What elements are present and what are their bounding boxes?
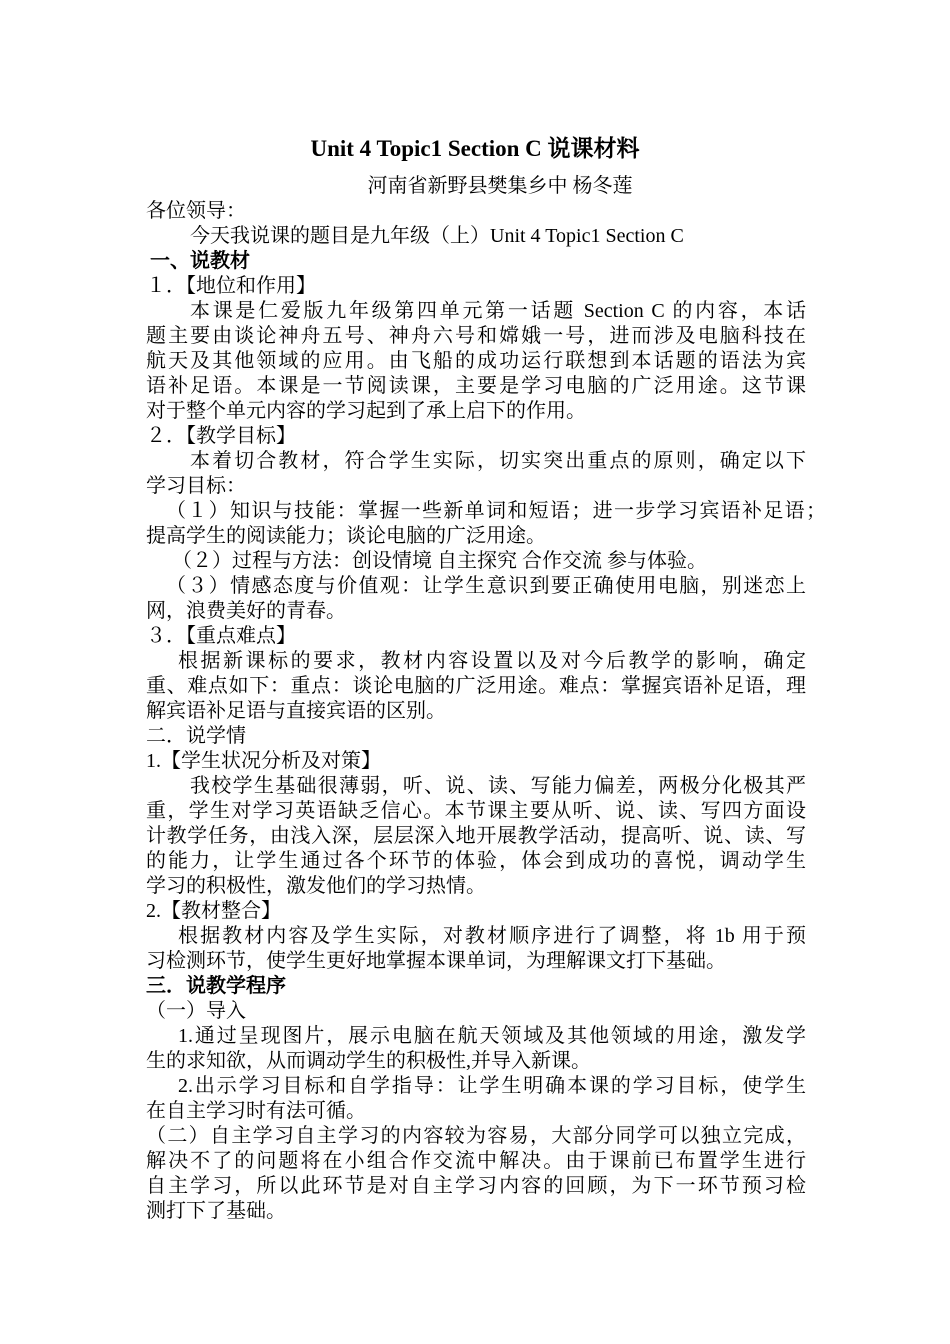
subheading-1-3: ３．【重点难点】 [146,625,296,647]
paragraph-line: 根据教材内容及学生实际，对教材顺序进行了调整，将 1b 用于预 [178,925,806,947]
paragraph-line: 生的求知欲，从而调动学生的积极性,并导入新课。 [146,1050,591,1072]
paragraph-line: 语补足语。本课是一节阅读课，主要是学习电脑的广泛用途。这节课 [146,375,806,397]
paragraph-line: 重、难点如下：重点：谈论电脑的广泛用途。难点：掌握宾语补足语，理 [146,675,806,697]
paragraph-line: 重，学生对学习英语缺乏信心。本节课主要从听、说、读、写四方面设 [146,800,806,822]
paragraph-line: 解宾语补足语与直接宾语的区别。 [146,700,446,722]
paragraph-line: 1.通过呈现图片，展示电脑在航天领域及其他领域的用途，激发学 [178,1025,806,1047]
paragraph-line: 在自主学习时有法可循。 [146,1100,366,1122]
paragraph-line: 2.出示学习目标和自学指导：让学生明确本课的学习目标，使学生 [178,1075,806,1097]
subheading-1-2: ２．【教学目标】 [146,425,296,447]
paragraph-line: 航天及其他领域的应用。由飞船的成功运行联想到本话题的语法为宾 [146,350,806,372]
paragraph-line: 学习目标： [146,475,246,497]
intro-line: 今天我说课的题目是九年级（上）Unit 4 Topic1 Section C [190,225,684,247]
paragraph-line: 我校学生基础很薄弱，听、说、读、写能力偏差，两极分化极其严 [190,775,806,797]
paragraph-line: 网，浪费美好的青春。 [146,600,346,622]
section-heading-3: 三．说教学程序 [146,975,286,997]
paragraph-line: 提高学生的阅读能力；谈论电脑的广泛用途。 [146,525,546,547]
section-heading-1: 一、说教材 [150,250,250,272]
paragraph-line: 的能力，让学生通过各个环节的体验，体会到成功的喜悦，调动学生 [146,850,806,872]
subheading-1-1: １．【地位和作用】 [146,275,316,297]
document-title: Unit 4 Topic1 Section C 说课材料 [310,136,640,161]
paragraph-line: 对于整个单元内容的学习起到了承上启下的作用。 [146,400,586,422]
paragraph-line: 习检测环节，使学生更好地掌握本课单词，为理解课文打下基础。 [146,950,726,972]
subheading-3-2: （二）自主学习自主学习的内容较为容易，大部分同学可以独立完成， [146,1125,806,1147]
paragraph-line: 测打下了基础。 [146,1200,286,1222]
paragraph-line: （２）过程与方法：创设情境 自主探究 合作交流 参与体验。 [172,550,707,572]
section-heading-2: 二．说学情 [146,725,246,747]
paragraph-line: 本课是仁爱版九年级第四单元第一话题 Section C 的内容，本话 [190,300,806,322]
paragraph-line: 本着切合教材，符合学生实际，切实突出重点的原则，确定以下 [190,450,806,472]
paragraph-line: （１）知识与技能：掌握一些新单词和短语；进一步学习宾语补足语； [166,500,826,522]
subheading-2-1: 1.【学生状况分析及对策】 [146,750,381,772]
subheading-3-1: （一）导入 [146,1000,246,1022]
author-line: 河南省新野县樊集乡中 杨冬莲 [367,175,633,197]
paragraph-line: 自主学习，所以此环节是对自主学习内容的回顾，为下一环节预习检 [146,1175,806,1197]
paragraph-line: 计教学任务，由浅入深，层层深入地开展教学活动，提高听、说、读、写 [146,825,806,847]
paragraph-line: 根据新课标的要求，教材内容设置以及对今后教学的影响，确定 [178,650,806,672]
subheading-2-2: 2.【教材整合】 [146,900,281,922]
paragraph-line: 解决不了的问题将在小组合作交流中解决。由于课前已布置学生进行 [146,1150,806,1172]
salutation: 各位领导： [146,200,246,222]
paragraph-line: 题主要由谈论神舟五号、神舟六号和嫦娥一号，进而涉及电脑科技在 [146,325,806,347]
paragraph-line: 学习的积极性，激发他们的学习热情。 [146,875,486,897]
paragraph-line: （３）情感态度与价值观：让学生意识到要正确使用电脑，别迷恋上 [166,575,806,597]
